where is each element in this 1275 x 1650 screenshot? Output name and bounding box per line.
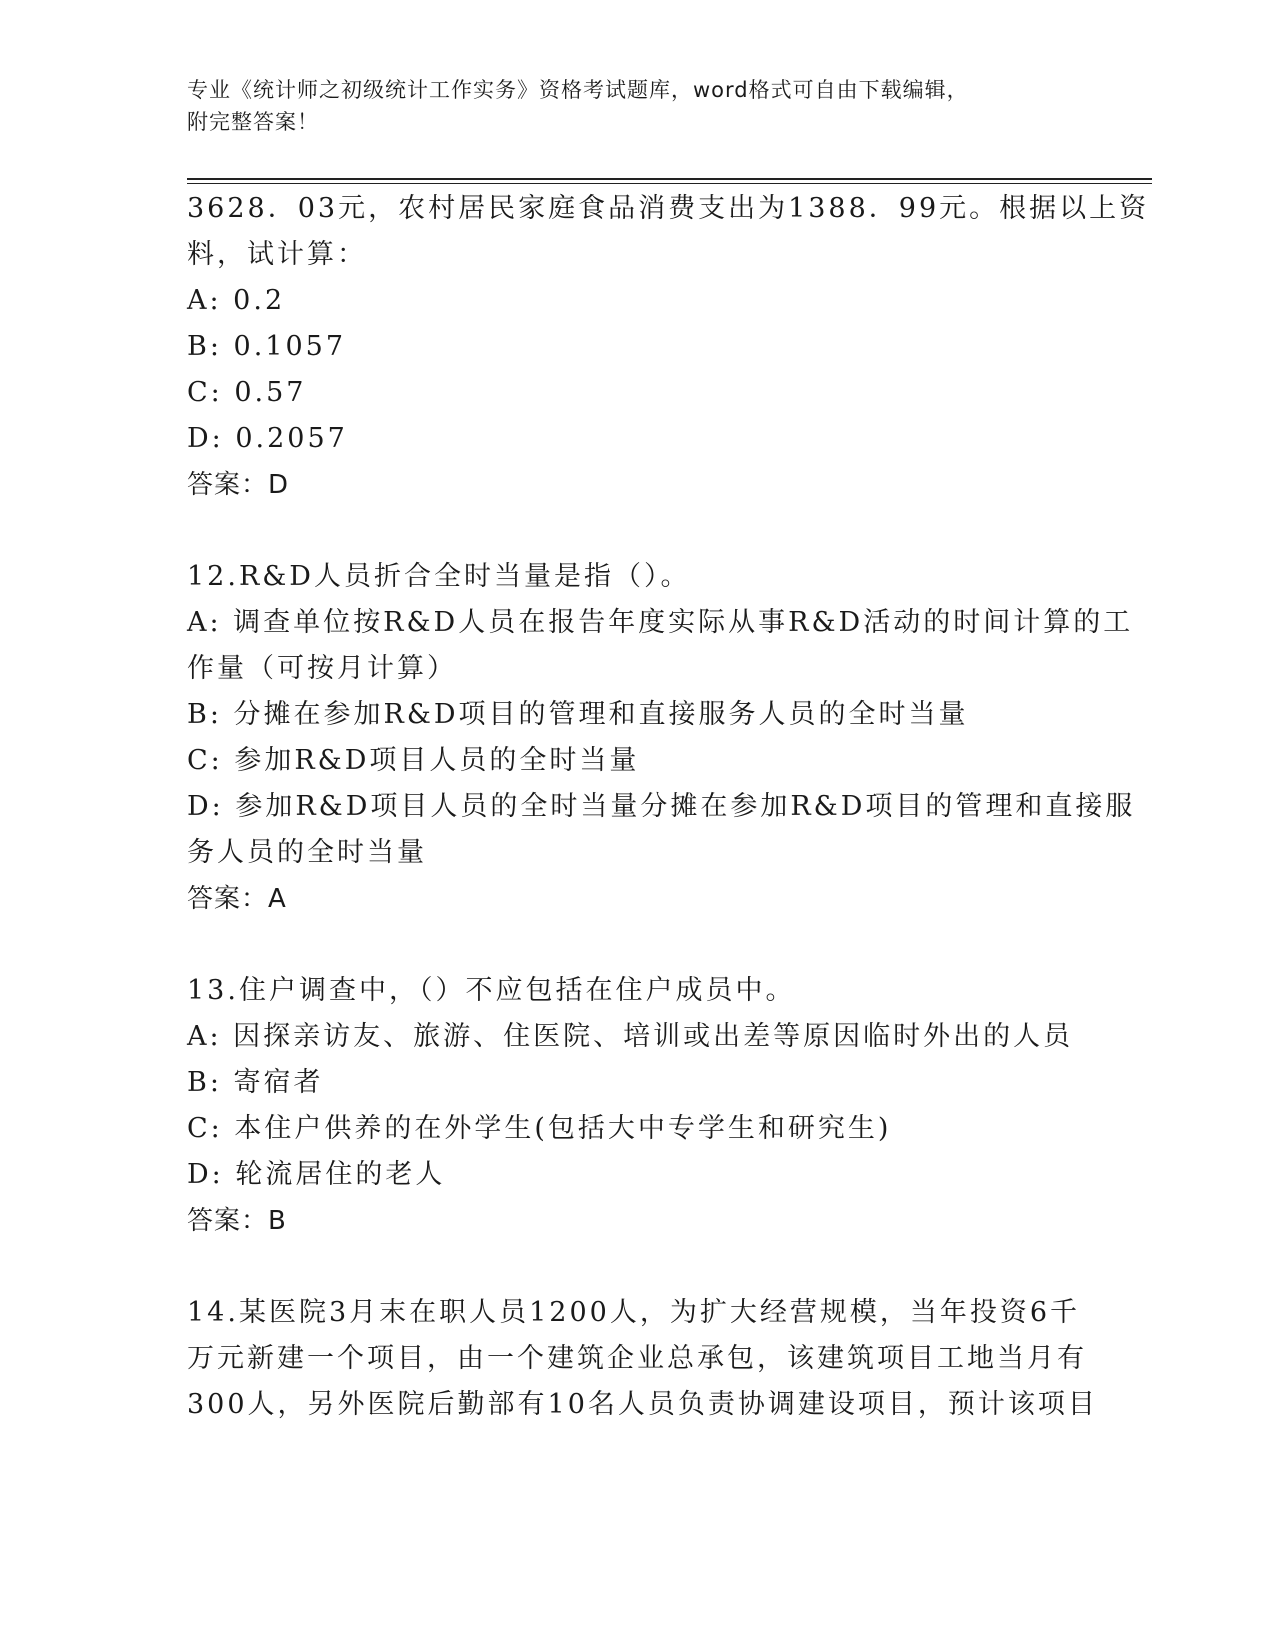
header-line-2: 附完整答案！ <box>187 110 319 134</box>
question-text-line: 14.某医院3月末在职人员1200人，为扩大经营规模，当年投资6千 <box>187 1297 1081 1328</box>
option-b: B: 0.1057 <box>187 331 346 362</box>
option-d-continued: 务人员的全时当量 <box>187 837 427 868</box>
spacer <box>187 922 1087 968</box>
question-text-line: 万元新建一个项目，由一个建筑企业总承包，该建筑项目工地当月有 <box>187 1343 1087 1374</box>
document-body <box>187 186 1150 1428</box>
question-14 <box>187 1290 1098 1428</box>
option-d: D: 0.2057 <box>187 423 348 454</box>
spacer <box>187 1244 1087 1290</box>
option-b: B: 分摊在参加R&D项目的管理和直接服务人员的全时当量 <box>187 699 969 730</box>
option-d: D: 参加R&D项目人员的全时当量分摊在参加R&D项目的管理和直接服 <box>187 791 1136 822</box>
option-d: D: 轮流居住的老人 <box>187 1159 446 1190</box>
question-13 <box>187 968 1087 1244</box>
question-text-line: 3628．03元，农村居民家庭食品消费支出为1388．99元。根据以上资 <box>187 193 1150 224</box>
option-a: A: 因探亲访友、旅游、住医院、培训或出差等原因临时外出的人员 <box>187 1021 1074 1052</box>
question-11 <box>187 186 1150 508</box>
option-c: C: 参加R&D项目人员的全时当量 <box>187 745 640 776</box>
option-a-continued: 作量（可按月计算） <box>187 653 457 684</box>
option-b: B: 寄宿者 <box>187 1067 324 1098</box>
answer: 答案：D <box>187 470 290 500</box>
header-rule-thin <box>187 183 1152 184</box>
option-a: A: 调查单位按R&D人员在报告年度实际从事R&D活动的时间计算的工 <box>187 607 1134 638</box>
option-a: A: 0.2 <box>187 285 286 316</box>
answer: 答案：A <box>187 884 287 914</box>
question-text-line: 300人，另外医院后勤部有10名人员负责协调建设项目，预计该项目 <box>187 1389 1098 1420</box>
answer: 答案：B <box>187 1206 287 1236</box>
question-12 <box>187 554 1136 922</box>
option-c: C: 本住户供养的在外学生(包括大中专学生和研究生) <box>187 1113 892 1144</box>
document-header <box>187 74 1087 138</box>
header-rule-thick <box>187 178 1152 180</box>
header-line-1: 专业《统计师之初级统计工作实务》资格考试题库，word格式可自由下载编辑， <box>187 78 969 102</box>
question-text: 13.住户调查中，（）不应包括在住户成员中。 <box>187 975 796 1006</box>
option-c: C: 0.57 <box>187 377 307 408</box>
question-text: 12.R&D人员折合全时当量是指（）。 <box>187 561 691 592</box>
spacer <box>187 508 1087 554</box>
question-text-line: 料，试计算： <box>187 239 367 270</box>
